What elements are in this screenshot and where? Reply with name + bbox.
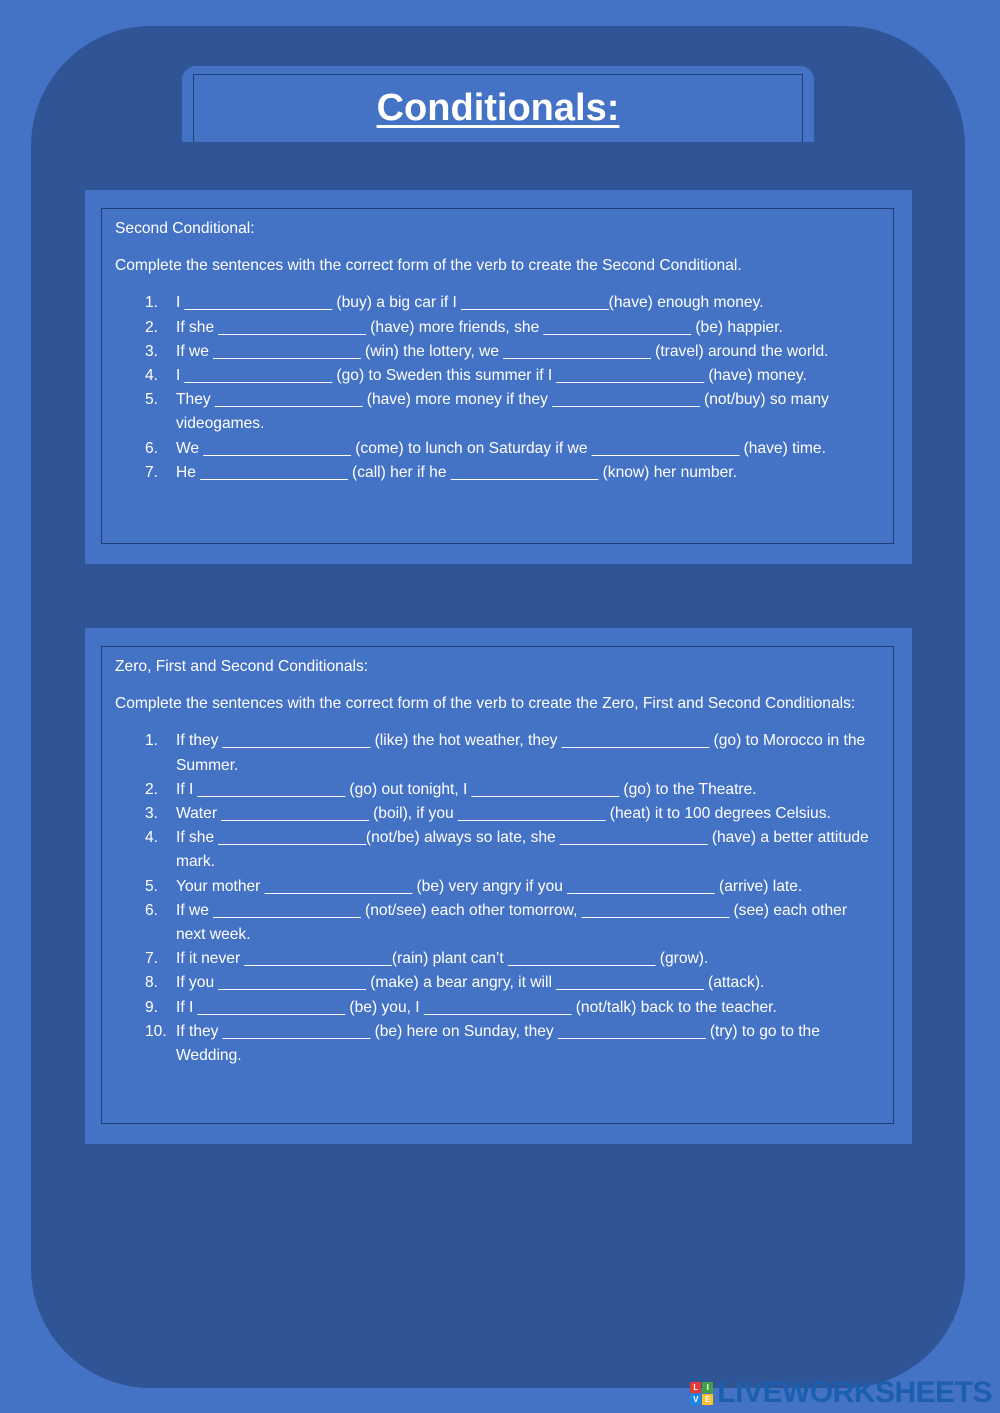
item-text: He _________________ (call) her if he _________________ (know) her number. — [176, 463, 737, 481]
item-text: If you _________________ (make) a bear angry, it will _________________ (attack). — [176, 974, 765, 992]
item-text: Your mother _________________ (be) very angry if you _________________ (arrive) late. — [176, 877, 803, 895]
item-number: 4. — [145, 367, 159, 385]
item-text: If we _________________ (win) the lottery, we _________________ (travel) around the world. — [176, 342, 829, 360]
item-number: 8. — [145, 974, 159, 992]
item-text: If they _________________ (like) the hot weather, they _________________ (go) to Morocco in the Summer. — [176, 732, 866, 774]
section-instructions: Complete the sentences with the correct form of the verb to create the Zero, First and Second Conditionals: — [115, 695, 856, 713]
item-number: 4. — [145, 829, 159, 847]
exercise-box — [101, 646, 894, 1124]
item-number: 3. — [145, 805, 159, 823]
item-number: 1. — [145, 732, 159, 750]
item-number: 7. — [145, 950, 159, 968]
exercise-item — [115, 437, 877, 461]
item-number: 7. — [145, 463, 159, 481]
item-text: If I _________________ (be) you, I _________________ (not/talk) back to the teacher. — [176, 998, 777, 1016]
item-text: I _________________ (go) to Sweden this summer if I _________________ (have) money. — [176, 367, 807, 385]
liveworksheets-logo — [690, 1377, 992, 1409]
exercise-item — [115, 802, 877, 826]
title-box — [193, 74, 803, 142]
item-number: 10. — [145, 1022, 167, 1040]
item-text: They _________________ (have) more money if they _________________ (not/buy) so many videogames. — [176, 391, 829, 433]
section-heading: Zero, First and Second Conditionals: — [115, 658, 369, 675]
logo-letter: V — [690, 1394, 701, 1405]
item-number: 9. — [145, 998, 159, 1016]
item-text: If it never _________________(rain) plant can’t _________________ (grow). — [176, 950, 709, 968]
exercise-item — [115, 388, 877, 436]
exercise-section-second-conditional — [85, 190, 912, 564]
logo-icon — [690, 1382, 713, 1405]
exercise-item — [115, 971, 877, 995]
item-text: If they _________________ (be) here on Sunday, they _________________ (try) to go to the Wedding. — [176, 1022, 820, 1065]
exercise-box — [101, 208, 894, 544]
exercise-section-mixed-conditionals — [85, 628, 912, 1144]
exercise-list — [115, 291, 877, 485]
exercise-item — [115, 291, 877, 315]
exercise-item — [115, 461, 877, 485]
item-number: 1. — [145, 294, 159, 312]
exercise-item — [115, 729, 877, 777]
item-text: We _________________ (come) to lunch on Saturday if we _________________ (have) time. — [176, 439, 826, 457]
exercise-item — [115, 826, 877, 874]
exercise-item — [115, 316, 877, 340]
exercise-list — [115, 729, 877, 1068]
exercise-item — [115, 996, 877, 1020]
title-frame — [182, 66, 814, 142]
exercise-item — [115, 899, 877, 947]
item-text: If she _________________(not/be) always so late, she _________________ (have) a better attitude mark. — [176, 829, 869, 871]
item-text: If I _________________ (go) out tonight, I _________________ (go) to the Theatre. — [176, 780, 757, 798]
logo-text: LIVEWORKSHEETS — [717, 1376, 992, 1409]
page-title: Conditionals: — [376, 87, 620, 129]
item-text: If we _________________ (not/see) each other tomorrow, _________________ (see) each other next week. — [176, 901, 848, 944]
item-number: 3. — [145, 342, 159, 360]
exercise-item — [115, 1020, 877, 1068]
item-number: 2. — [145, 318, 159, 336]
section-instructions: Complete the sentences with the correct form of the verb to create the Second Conditional. — [115, 257, 742, 275]
exercise-item — [115, 364, 877, 388]
item-number: 6. — [145, 439, 159, 457]
item-number: 5. — [145, 391, 159, 409]
exercise-item — [115, 875, 877, 899]
exercise-item — [115, 947, 877, 971]
item-number: 6. — [145, 901, 159, 919]
logo-letter: L — [690, 1382, 701, 1393]
section-heading: Second Conditional: — [115, 220, 255, 237]
logo-letter: E — [702, 1394, 713, 1405]
exercise-item — [115, 340, 877, 364]
item-text: If she _________________ (have) more friends, she _________________ (be) happier. — [176, 318, 783, 336]
item-text: Water _________________ (boil), if you _________________ (heat) it to 100 degrees Celsius. — [176, 805, 831, 823]
item-number: 2. — [145, 780, 159, 798]
item-text: I _________________ (buy) a big car if I _________________(have) enough money. — [176, 294, 764, 312]
logo-letter: I — [702, 1382, 713, 1393]
item-number: 5. — [145, 877, 159, 895]
exercise-item — [115, 778, 877, 802]
